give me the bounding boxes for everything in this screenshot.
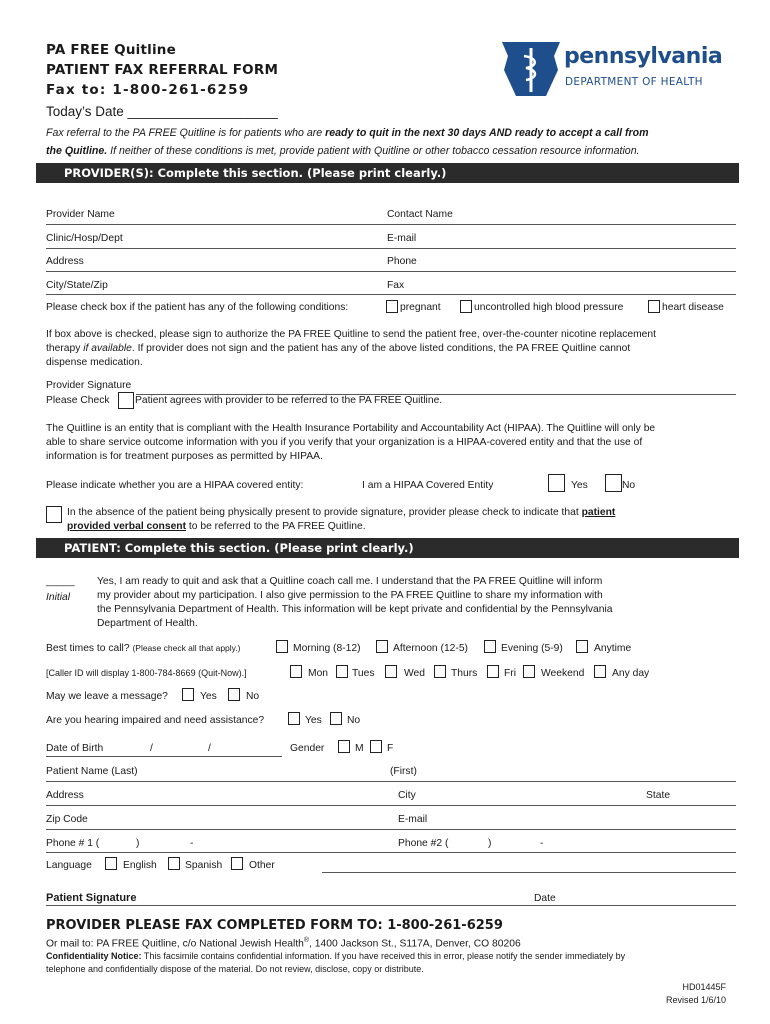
phone-line[interactable] (46, 852, 736, 853)
weekend-checkbox[interactable] (523, 665, 535, 678)
message-question: May we leave a message? (46, 691, 168, 702)
phone1-label: Phone # 1 ( (46, 838, 100, 849)
thurs-label: Thurs (451, 668, 478, 679)
contact-name-label: Contact Name (387, 209, 453, 220)
fax-number: Fax to: 1-800-261-6259 (46, 82, 250, 98)
other-label: Other (249, 860, 275, 871)
clinic-label: Clinic/Hosp/Dept (46, 233, 123, 244)
provider-city-line[interactable] (46, 294, 736, 295)
gender-f-checkbox[interactable] (370, 740, 382, 753)
patient-signature-line[interactable] (46, 905, 736, 906)
pregnant-checkbox[interactable] (386, 300, 398, 313)
dob-label: Date of Birth (46, 743, 104, 754)
afternoon-checkbox[interactable] (376, 640, 388, 653)
hearing-yes-label: Yes (305, 715, 322, 726)
patient-last-name-label: Patient Name (Last) (46, 766, 138, 777)
wed-label: Wed (404, 668, 425, 679)
heart-disease-checkbox[interactable] (648, 300, 660, 313)
form-title: PA FREE Quitline (46, 42, 176, 58)
message-no-label: No (246, 691, 260, 702)
dob-slash-1: / (150, 743, 153, 754)
revised-date: Revised 1/6/10 (665, 995, 726, 1005)
hipaa-yes-label: Yes (571, 480, 588, 491)
wed-checkbox[interactable] (385, 665, 397, 678)
anytime-checkbox[interactable] (576, 640, 588, 653)
hipaa-no-checkbox[interactable] (605, 474, 622, 492)
any-day-checkbox[interactable] (594, 665, 606, 678)
morning-checkbox[interactable] (276, 640, 288, 653)
pregnant-label: pregnant (400, 302, 441, 313)
phone2-paren: ) (488, 838, 492, 849)
other-checkbox[interactable] (231, 857, 243, 870)
evening-checkbox[interactable] (484, 640, 496, 653)
any-day-label: Any day (612, 668, 650, 679)
clinic-line[interactable] (46, 248, 736, 249)
provider-address-line[interactable] (46, 271, 736, 272)
form-subtitle: PATIENT FAX REFERRAL FORM (46, 62, 279, 78)
afternoon-label: Afternoon (12-5) (393, 643, 468, 654)
patient-address-line[interactable] (46, 805, 736, 806)
provider-phone-label: Phone (387, 256, 417, 267)
verbal-consent-checkbox[interactable] (46, 506, 62, 523)
fri-label: Fri (504, 668, 517, 679)
thurs-checkbox[interactable] (434, 665, 446, 678)
gender-m-checkbox[interactable] (338, 740, 350, 753)
zip-line[interactable] (46, 829, 736, 830)
provider-section-header: PROVIDER(S): Complete this section. (Please print clearly.) (36, 163, 739, 183)
hipaa-entity-label: I am a HIPAA Covered Entity (362, 480, 494, 491)
provider-name-label: Provider Name (46, 209, 115, 220)
patient-email-label: E-mail (398, 814, 428, 825)
patient-signature-label: Patient Signature (46, 892, 137, 904)
provider-fax-label: Fax (387, 280, 405, 291)
english-label: English (123, 860, 157, 871)
keystone-icon (500, 40, 562, 98)
mon-checkbox[interactable] (290, 665, 302, 678)
provider-city-label: City/State/Zip (46, 280, 108, 291)
zip-label: Zip Code (46, 814, 88, 825)
fax-completed-form: PROVIDER PLEASE FAX COMPLETED FORM TO: 1-800-261-6259 (46, 918, 503, 933)
provider-email-label: E-mail (387, 233, 417, 244)
pa-health-logo (500, 40, 740, 98)
patient-agrees-checkbox[interactable] (118, 392, 134, 409)
please-check-label: Please Check (46, 395, 110, 406)
phone2-dash: - (540, 838, 544, 849)
patient-city-label: City (398, 790, 416, 801)
patient-state-label: State (646, 790, 671, 801)
weekend-label: Weekend (541, 668, 585, 679)
spanish-checkbox[interactable] (168, 857, 180, 870)
form-code: HD01445F (682, 982, 726, 992)
patient-date-label: Date (534, 893, 556, 904)
todays-date-field[interactable]: Today’s Date ____________________ (46, 104, 278, 119)
logo-wordmark: pennsylvania (564, 44, 723, 69)
hearing-question: Are you hearing impaired and need assistance? (46, 715, 265, 726)
provider-signature-line[interactable] (136, 394, 736, 395)
evening-label: Evening (5-9) (501, 643, 563, 654)
mail-address: Or mail to: PA FREE Quitline, c/o National Jewish Health®, 1400 Jackson St., S117A, Denver, CO 80206 (46, 937, 521, 950)
message-yes-label: Yes (200, 691, 217, 702)
morning-label: Morning (8-12) (293, 643, 361, 654)
provider-signature-label: Provider Signature (46, 380, 132, 391)
hipaa-paragraph: The Quitline is an entity that is compliant with the Health Insurance Portability and Accountability Act (HIPAA). The Quitline will only be able to share service outcome information with you if you verify that your organization is a HIPAA-covered entity and that the use of information is for treatment purposes as permitted by HIPAA. (46, 423, 656, 462)
dob-slash-2: / (208, 743, 211, 754)
mon-label: Mon (308, 668, 329, 679)
hearing-no-label: No (347, 715, 361, 726)
gender-label: Gender (290, 743, 325, 754)
initial-blank[interactable]: _____ (46, 576, 75, 587)
phone1-paren: ) (136, 838, 140, 849)
verbal-consent-line-2: provided verbal consent to be referred to the PA FREE Quitline. (67, 521, 366, 532)
hipaa-question: Please indicate whether you are a HIPAA covered entity: (46, 480, 304, 491)
tues-label: Tues (352, 668, 375, 679)
anytime-label: Anytime (594, 643, 632, 654)
caller-id-note: [Caller ID will display 1-800-784-8669 (Quit-Now).] (46, 668, 247, 678)
patient-section-header: PATIENT: Complete this section. (Please print clearly.) (36, 538, 739, 558)
gender-f-label: F (387, 743, 394, 754)
initial-label: Initial (46, 592, 71, 603)
phone1-dash: - (190, 838, 194, 849)
heart-disease-label: heart disease (662, 302, 724, 313)
other-language-line[interactable] (322, 872, 736, 873)
confidentiality-notice: Confidentiality Notice: This facsimile contains confidential information. If you have received this in error, please notify the sender immediately by telephone and confidentially dispose of the material. Do not review, disclose, copy or distribute. (46, 951, 626, 974)
patient-address-label: Address (46, 790, 84, 801)
spanish-label: Spanish (185, 860, 223, 871)
hipaa-yes-checkbox[interactable] (548, 474, 565, 492)
english-checkbox[interactable] (105, 857, 117, 870)
message-yes-checkbox[interactable] (182, 688, 194, 701)
phone2-label: Phone #2 ( (398, 838, 449, 849)
hearing-yes-checkbox[interactable] (288, 712, 300, 725)
fri-checkbox[interactable] (487, 665, 499, 678)
intro-line-1: Fax referral to the PA FREE Quitline is for patients who are ready to quit in the next 30 days AND ready to accept a call from (46, 127, 649, 139)
message-no-checkbox[interactable] (228, 688, 240, 701)
consent-paragraph: Yes, I am ready to quit and ask that a Quitline coach call me. I understand that the PA FREE Quitline will inform my provider about my participation. I also give permission to the PA FREE Quitline to share my information with the Pennsylvania Department of Health. This information will be kept private and confidential by the Pennsylvania Department of Health. (97, 576, 613, 629)
hipaa-no-label: No (622, 480, 636, 491)
patient-agrees-label: Patient agrees with provider to be referred to the PA FREE Quitline. (135, 395, 443, 406)
logo-subtext: DEPARTMENT OF HEALTH (565, 76, 703, 88)
verbal-consent-line-1: In the absence of the patient being physically present to provide signature, provider please check to indicate that patient (67, 507, 616, 518)
provider-address-label: Address (46, 256, 84, 267)
best-times-label: Best times to call? (Please check all that apply.) (46, 643, 241, 654)
intro-line-2: the Quitline. If neither of these conditions is met, provide patient with Quitline or other tobacco cessation resource information. (46, 145, 640, 157)
provider-name-line[interactable] (46, 224, 736, 225)
dob-line[interactable] (46, 756, 282, 757)
tues-checkbox[interactable] (336, 665, 348, 678)
conditions-prompt: Please check box if the patient has any of the following conditions: (46, 302, 349, 313)
language-label: Language (46, 860, 92, 871)
patient-name-line[interactable] (46, 781, 736, 782)
patient-first-name-label: (First) (390, 766, 417, 777)
blood-pressure-label: uncontrolled high blood pressure (474, 302, 624, 313)
gender-m-label: M (355, 743, 364, 754)
hearing-no-checkbox[interactable] (330, 712, 342, 725)
blood-pressure-checkbox[interactable] (460, 300, 472, 313)
nrt-paragraph: If box above is checked, please sign to authorize the PA FREE Quitline to send the patient free, over-the-counter nicotine replacement therapy if available. If provider does not sign and the patient has any of the above listed conditions, the PA FREE Quitline cannot dispense medication. (46, 329, 656, 368)
